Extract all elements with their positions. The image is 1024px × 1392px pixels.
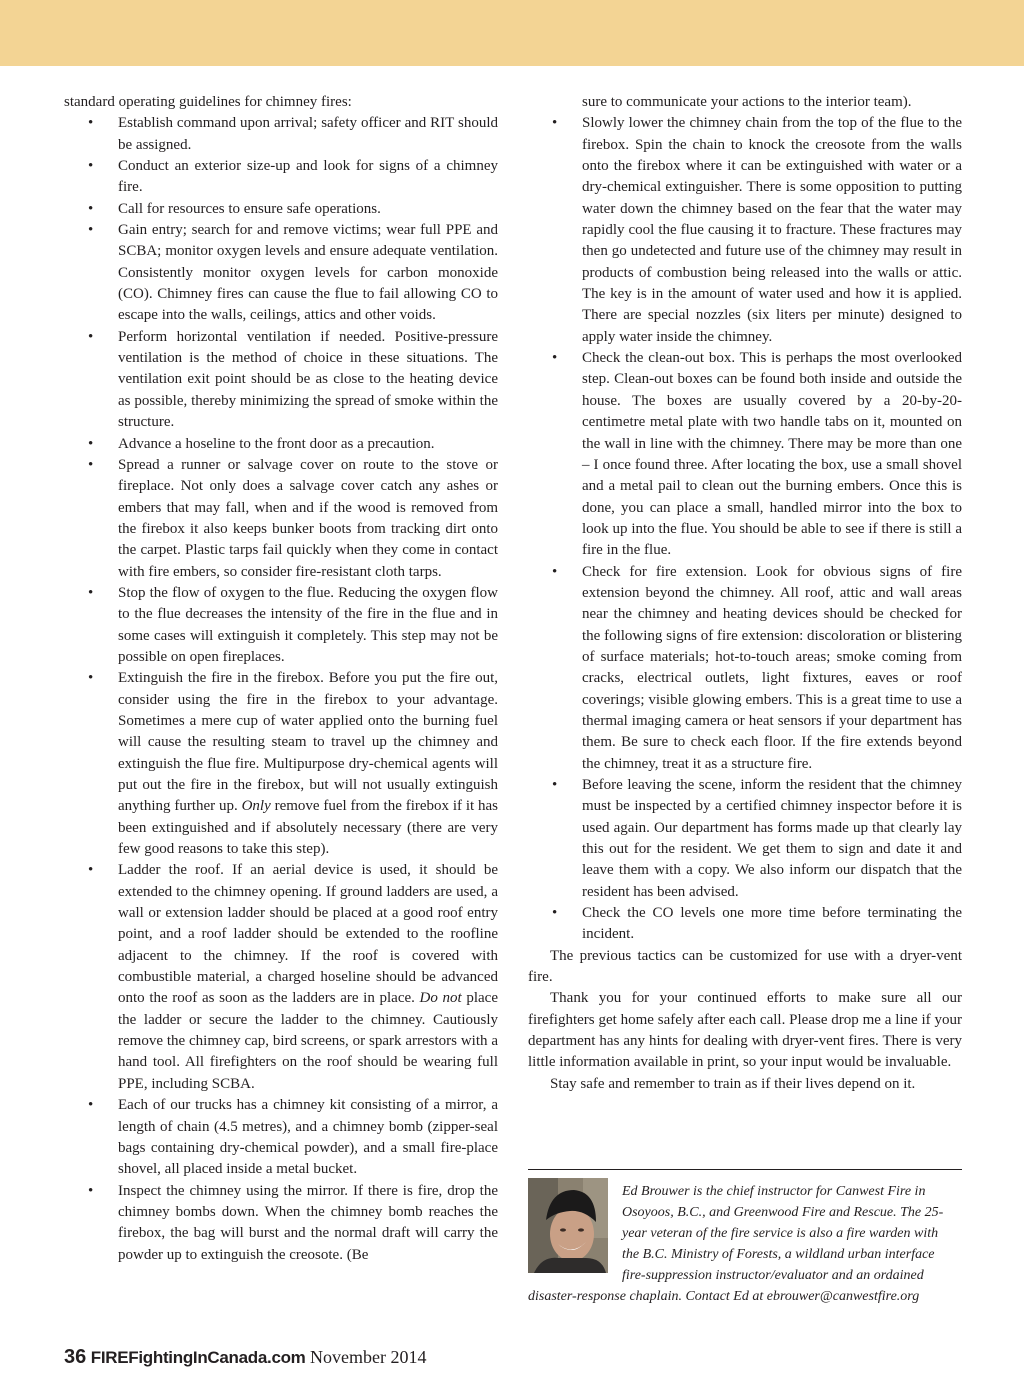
intro-text: standard operating guidelines for chimney fires: (64, 94, 352, 110)
list-item: • Each of our trucks has a chimney kit consisting of a mirror, a length of chain (4.5 metres), and a chimney bomb (zipper-seal bags containing dry-chemical powder), and a small fire-place shovel, all placed inside a metal bucket. (88, 1097, 498, 1178)
guidelines-list-continued (528, 113, 962, 945)
right-column (528, 92, 962, 1095)
list-item: • Before leaving the scene, inform the resident that the chimney must be inspected by a certified chimney inspector before it is used again. Our department has forms made up that clearly lay this out for the resident. We get them to sign and date it and leave them with a copy. We also inform our dispatch that the resident has been advised. (552, 777, 962, 900)
left-column (64, 92, 498, 1266)
list-item: • Spread a runner or salvage cover on route to the stove or fireplace. Not only does a salvage cover catch any ashes or embers that may fall, when and if the wood is removed from the firebox it also keeps bunker boots from tracking dirt onto the carpet. Plastic tarps fail quickly when they come in contact with fire embers, so consider fire-resistant cloth tarps. (88, 456, 498, 580)
list-item: • Ladder the roof. If an aerial device is used, it should be extended to the chimney opening. If ground ladders are used, a wall or extension ladder should be placed at a good roof entry point, and a roof ladder should be extended to the roofline adjacent to the chimney. If the roof is covered with combustible material, a charged hoseline should be advanced onto the roof as soon as the ladders are in place. Do not place the ladder or secure the ladder to the chimney. Cautiously remove the chimney cap, bird screens, or spark arrestors with a hand tool. All firefighters on the roof should be wearing full PPE, including SCBA. (88, 862, 498, 1092)
body-paragraph: Thank you for your continued efforts to make sure all our firefighters get home safely after each call. Please drop me a line if your department has any hints for dealing with dryer-vent fires. There is very little information available in print, so your input would be invaluable. (528, 990, 962, 1071)
list-item: • Stop the flow of oxygen to the flue. Reducing the oxygen flow to the flue decreases the intensity of the fire in the flue and in some cases will extinguish it completely. This step may not be possible on open fireplaces. (88, 584, 498, 665)
list-item: • Check the clean-out box. This is perhaps the most overlooked step. Clean-out boxes can be found both inside and outside the house. The boxes are usually covered by a 20-by-20-centimetre metal plate with two handle tabs on it, mounted on the wall in line with the chimney. There may be more than one – I once found three. After locating the box, use a small shovel and a metal pail to clean out the burning embers. Once this is done, you can place a small, handled mirror into the box to look up into the flue. You should be able to see if there is still a fire in the flue. (552, 350, 962, 559)
site-name: FIREFightingInCanada.com (90, 1348, 306, 1367)
list-item: • Check for fire extension. Look for obvious signs of fire extension beyond the chimney. All roof, attic and wall areas near the chimney and heating devices should be checked for the following signs of fire extension: discoloration or blistering of surface materials; hot-to-touch areas; smoke coming from cracks, electrical outlets, light fixtures, eaves or roof coverings; visible glowing embers. This is a great time to use a thermal imaging camera or heat sensors if your department has them. Be sure to check each floor. If the fire extends beyond the chimney, treat it as a structure fire. (552, 563, 962, 772)
page-number: 36 (64, 1346, 87, 1368)
body-paragraph: Stay safe and remember to train as if their lives depend on it. (550, 1075, 916, 1092)
guidelines-list (64, 113, 498, 1266)
list-item: • Conduct an exterior size-up and look for signs of a chimney fire. (88, 158, 498, 196)
body-paragraph: The previous tactics can be customized for use with a dryer-vent fire. (528, 947, 962, 986)
top-color-band (0, 0, 1024, 66)
list-item: • Gain entry; search for and remove victims; wear full PPE and SCBA; monitor oxygen levels and ensure adequate ventilation. Consistently monitor oxygen levels for carbon monoxide (CO). Chimney fires can cause the flue to fail allowing CO to escape into the walls, ceilings, attics and other voids. (88, 222, 498, 324)
list-item: • Extinguish the fire in the firebox. Before you put the fire out, consider using the fire in the firebox to your advantage. Sometimes a mere cup of water applied onto the burning fuel will cause the resulting steam to travel up the chimney and extinguish the flue fire. Multipurpose dry-chemical agents will put out the fire in the firebox, but will not usually extinguish anything further up. Only remove fuel from the firebox if it has been extinguished and if absolutely necessary (there are very few good reasons to take this step). (88, 670, 499, 858)
issue-date: November 2014 (310, 1347, 427, 1367)
page-footer (64, 1346, 426, 1369)
bio-divider (528, 1169, 962, 1170)
list-item: • Inspect the chimney using the mirror. If there is fire, drop the chimney bombs down. When the chimney bomb reaches the firebox, the bag will burst and the normal draft will carry the powder up to extinguish the creosote. (Be (88, 1182, 498, 1263)
list-item: • Slowly lower the chimney chain from the top of the flue to the firebox. Spin the chain to knock the creosote from the walls onto the firebox where it can be extinguished with water or a dry-chemical extinguisher. There is some opposition to putting water down the chimney based on the fear that the water may rapidly cool the flue causing it to fracture. These fractures may then go undetected and future use of the chimney may result in products of combustion being released into the walls or attic. The key is in the amount of water used and how it is applied. There are special nozzles (six liters per minute) designed to apply water inside the chimney. (552, 115, 962, 345)
author-bio: Ed Brouwer is the chief instructor for Canwest Fire in Osoyoos, B.C., and Greenwood Fire and Rescue. The 25-year veteran of the fire service is also a fire warden with the B.C. Ministry of Forests, a wildland urban interface fire-suppression instructor/evaluator and an ordained disaster-response chaplain. Contact Ed at ebrouwer@canwestfire.org (528, 1184, 944, 1304)
list-item: • Perform horizontal ventilation if needed. Positive-pressure ventilation is the method of choice in these situations. The ventilation exit point should be as close to the heating device as possible, thereby minimizing the spread of smoke within the structure. (88, 328, 498, 431)
continued-text: sure to communicate your actions to the interior team). (582, 94, 912, 110)
list-item: • Establish command upon arrival; safety officer and RIT should be assigned. (88, 115, 498, 153)
list-item: • Check the CO levels one more time before terminating the incident. (552, 905, 962, 943)
list-item: • Call for resources to ensure safe operations. (88, 200, 381, 217)
list-item: • Advance a hoseline to the front door as a precaution. (88, 435, 435, 452)
